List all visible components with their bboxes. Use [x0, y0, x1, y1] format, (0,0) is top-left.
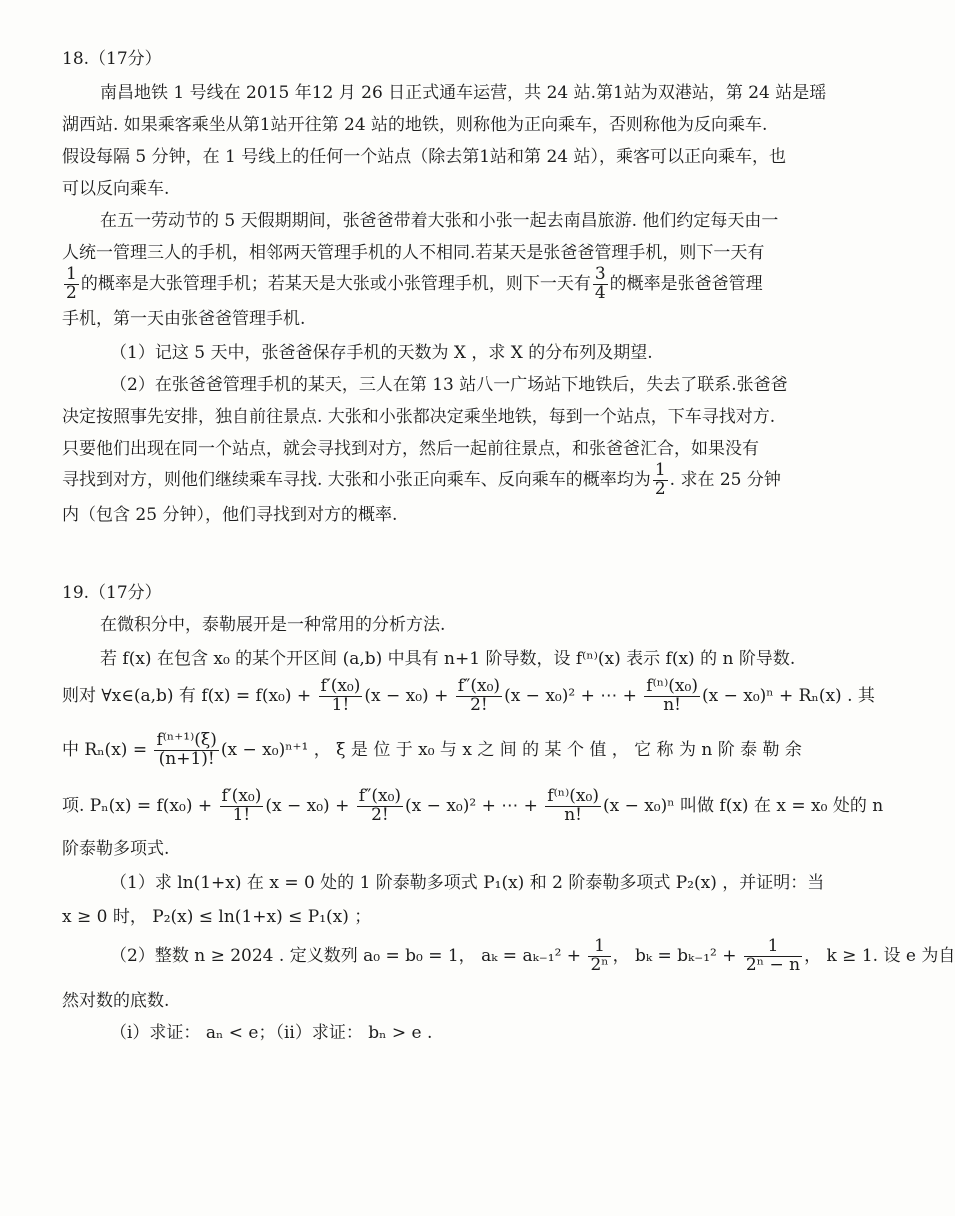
q18-part2-line: 内（包含 25 分钟），他们寻找到对方的概率.	[62, 505, 398, 525]
q19-remainder-line: 中 Rₙ(x) = $\frac{\text{f⁽ⁿ⁺¹⁾(ξ)}}{(n+1)!}$ (x − x₀)ⁿ⁺¹ ， ξ 是 位 于 x₀ 与 x 之 间 的 某 个 值 ， 它 称 为 n 阶 泰 勒 余	[62, 730, 802, 769]
fraction-nth-derivative: $\frac{\text{f⁽ⁿ⁾(x₀)}}{n!}$	[547, 786, 599, 825]
q19-text-line: 若 f(x) 在包含 x₀ 的某个开区间 (a,b) 中具有 n+1 阶导数，设 f⁽ⁿ⁾(x) 表示 f(x) 的 n 阶导数.	[100, 649, 796, 669]
fraction-nth-derivative: $\frac{\text{f⁽ⁿ⁾(x₀)}}{n!}$	[646, 676, 698, 715]
q18-part2-line: 决定按照事先安排，独自前往景点. 大张和小张都决定乘坐地铁，每到一个站点，下车寻找对方.	[62, 407, 776, 427]
fraction-second-derivative: $\frac{\text{f″(x₀)}}{2!}$	[358, 786, 402, 825]
q19-text-line: 在微积分中，泰勒展开是一种常用的分析方法.	[100, 615, 446, 635]
q19-part2-line: 然对数的底数.	[62, 991, 170, 1011]
q18-header: 18.（17分）	[62, 49, 162, 69]
q18-part2-line: 只要他们出现在同一个站点，就会寻找到对方，然后一起前往景点，和张爸爸汇合，如果没有	[62, 439, 759, 459]
q18-part1: （1）记这 5 天中，张爸爸保存手机的天数为 X ，求 X 的分布列及期望.	[110, 343, 653, 363]
q18-text-line: 人统一管理三人的手机，相邻两天管理手机的人不相同.若某天是张爸爸管理手机，则下一天有	[62, 243, 765, 263]
q18-text-line: 在五一劳动节的 5 天假期期间，张爸爸带着大张和小张一起去南昌旅游. 他们约定每天由一	[100, 211, 779, 231]
q19-part2-subparts: （i）求证： aₙ < e；（ii）求证： bₙ > e .	[110, 1023, 433, 1043]
fraction-first-derivative: $\frac{\text{f′(x₀)}}{1!}$	[320, 676, 361, 715]
fraction-first-derivative: $\frac{\text{f′(x₀)}}{1!}$	[221, 786, 262, 825]
fraction-second-derivative: $\frac{\text{f″(x₀)}}{2!}$	[457, 676, 501, 715]
q19-part1-line: （1）求 ln(1+x) 在 x = 0 处的 1 阶泰勒多项式 P₁(x) 和 2 阶泰勒多项式 P₂(x) ，并证明：当	[110, 873, 825, 893]
q18-text-line: 手机，第一天由张爸爸管理手机.	[62, 309, 306, 329]
fraction-half: $\frac{1}{2}$	[654, 460, 666, 499]
q18-text-line: 湖西站. 如果乘客乘坐从第1站开往第 24 站的地铁，则称他为正向乘车，否则称他为反向乘车.	[62, 115, 768, 135]
q18-text-line: 南昌地铁 1 号线在 2015 年12 月 26 日正式通车运营，共 24 站.第1站为双港站，第 24 站是瑶	[100, 83, 827, 103]
q19-part2-line: （2）整数 n ≥ 2024 . 定义数列 a₀ = b₀ = 1， aₖ = aₖ₋₁² + $\frac{1}{\text{2ⁿ}}$ ， bₖ = bₖ₋₁² + $\frac{1}{\text{2ⁿ − n}}$ ， k ≥ 1. 设 e 为自	[110, 936, 955, 975]
q19-part1-line: x ≥ 0 时， P₂(x) ≤ ln(1+x) ≤ P₁(x) ；	[62, 907, 372, 927]
q18-text-line: 可以反向乘车.	[62, 179, 170, 199]
q19-taylor-formula: 则对 ∀x∈(a,b) 有 f(x) = f(x₀) + $\frac{\text{f′(x₀)}}{1!}$ (x − x₀) + $\frac{\text{f″(x₀)}}{2!}$ (x − x₀)² + ⋯ + $\frac{\text{f⁽ⁿ⁾(x₀)}}{n!}$ (x − x₀)ⁿ + Rₙ(x) . 其	[62, 676, 875, 715]
q18-text-line: 假设每隔 5 分钟，在 1 号线上的任何一个站点（除去第1站和第 24 站），乘客可以正向乘车，也	[62, 147, 787, 167]
q19-polynomial-line: 项. Pₙ(x) = f(x₀) + $\frac{\text{f′(x₀)}}{1!}$ (x − x₀) + $\frac{\text{f″(x₀)}}{2!}$ (x − x₀)² + ⋯ + $\frac{\text{f⁽ⁿ⁾(x₀)}}{n!}$ (x − x₀)ⁿ 叫做 f(x) 在 x = x₀ 处的 n	[62, 786, 884, 825]
fraction-half: $\frac{1}{2}$	[66, 264, 77, 303]
q19-header: 19.（17分）	[62, 583, 162, 603]
fraction-remainder: $\frac{\text{f⁽ⁿ⁺¹⁾(ξ)}}{(n+1)!}$	[156, 730, 217, 769]
fraction-three-quarters: $\frac{3}{4}$	[594, 264, 606, 303]
fraction-one-over-2n: $\frac{1}{\text{2ⁿ}}$	[590, 936, 609, 975]
q18-text-line-fractions: $\frac{1}{2}$ 的概率是大张管理手机；若某天是大张或小张管理手机，则下一天有 $\frac{3}{4}$ 的概率是张爸爸管理	[66, 264, 763, 303]
q18-part2-line: （2）在张爸爸管理手机的某天，三人在第 13 站八一广场站下地铁后，失去了联系.张爸爸	[110, 375, 788, 395]
q19-text-line: 阶泰勒多项式.	[62, 839, 170, 859]
fraction-one-over-2n-minus-n: $\frac{1}{\text{2ⁿ − n}}$	[745, 936, 801, 975]
q18-part2-line-fraction: 寻找到对方，则他们继续乘车寻找. 大张和小张正向乘车、反向乘车的概率均为 $\frac{1}{2}$ . 求在 25 分钟	[62, 460, 781, 499]
